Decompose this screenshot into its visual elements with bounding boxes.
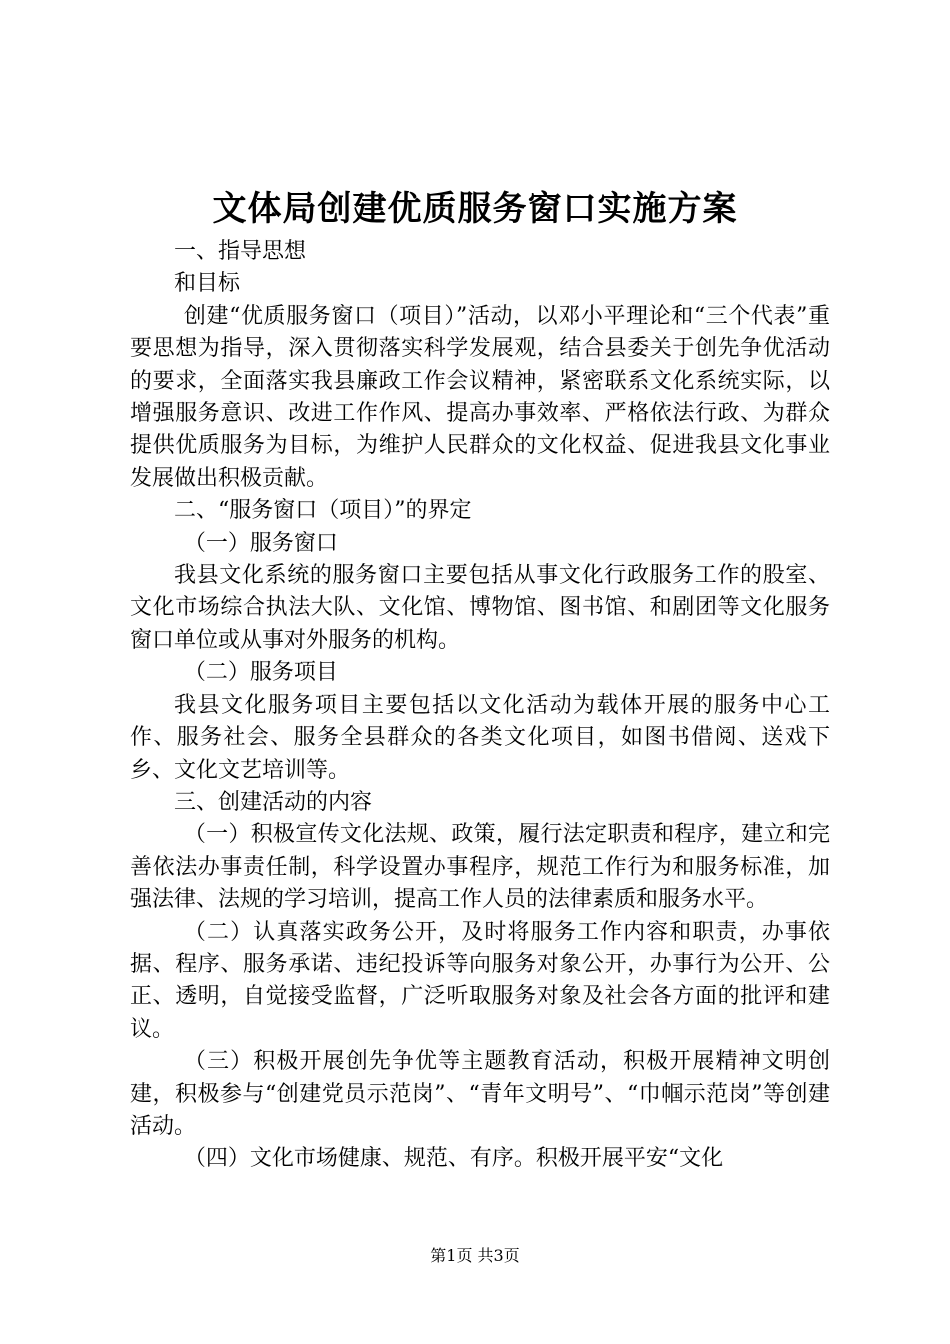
document-title: 文体局创建优质服务窗口实施方案 [212,189,738,229]
paragraph-content-3: （三）积极开展创先争优等主题教育活动，积极开展精神文明创建，积极参与“创建党员示范岗”、“青年文明号”、“巾帼示范岗”等创建活动。 [130,1049,830,1139]
paragraph-content-2: （二）认真落实政务公开，及时将服务工作内容和职责，办事依据、程序、服务承诺、违纪投诉等向服务对象公开，办事行为公开、公正、透明，自觉接受监督，广泛听取服务对象及社会各方面的批评和建议。 [130,919,830,1042]
subsection-heading-service-window: （一）服务窗口 [183,530,338,556]
paragraph-content-1: （一）积极宣传文化法规、政策，履行法定职责和程序，建立和完善依法办事责任制，科学设置办事程序，规范工作行为和服务标准，加强法律、法规的学习培训，提高工作人员的法律素质和服务水平。 [130,822,830,913]
document-body [130,236,830,1176]
section-heading-1: 一、指导思想 [174,239,307,264]
subsection-heading-service-project: （二）服务项目 [183,660,338,686]
paragraph-guiding-ideology: 创建“优质服务窗口（项目）”活动，以邓小平理论和“三个代表”重要思想为指导，深入贯彻落实科学发展观，结合县委关于创先争优活动的要求，全面落实我县廉政工作会议精神，紧密联系文化系统实际，以增强服务意识、改进工作作风、提高办事效率、严格依法行政、为群众提供优质服务为目标，为维护人民群众的文化权益、促进我县文化事业发展做出积极贡献。 [130,303,830,491]
paragraph-service-project: 我县文化服务项目主要包括以文化活动为载体开展的服务中心工作、服务社会、服务全县群众的各类文化项目，如图书借阅、送戏下乡、文化文艺培训等。 [130,692,830,783]
paragraph-service-window: 我县文化系统的服务窗口主要包括从事文化行政服务工作的股室、文化市场综合执法大队、文化馆、博物馆、图书馆、和剧团等文化服务窗口单位或从事对外服务的机构。 [130,563,830,653]
section-heading-3: 三、创建活动的内容 [174,789,373,815]
section-heading-1-cont: 和目标 [174,271,241,297]
section-heading-2: 二、“服务窗口（项目）”的界定 [174,498,472,524]
page-number-footer: 第1页 共3页 [430,1246,520,1265]
paragraph-content-4: （四）文化市场健康、规范、有序。积极开展平安“文化 [183,1146,724,1172]
